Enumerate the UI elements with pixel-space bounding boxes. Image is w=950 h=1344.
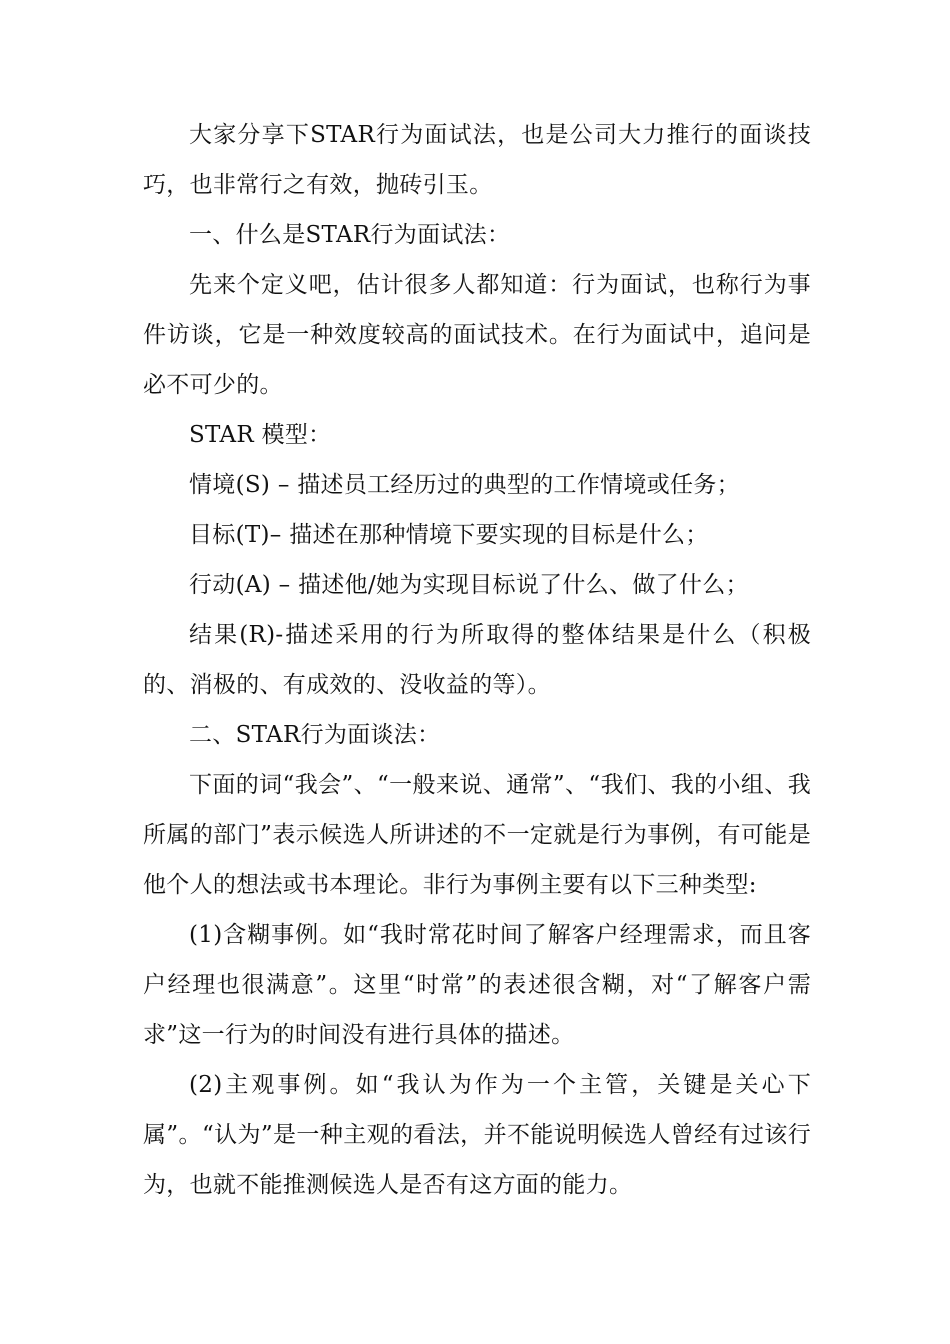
section-heading-2: 二、STAR行为面谈法： bbox=[189, 722, 441, 748]
vague-example-paragraph: (1)含糊事例。如“我时常花时间了解客户经理需求，而且客户经理也很满意”。这里“时常”的表述很含糊，对“了解客户需求”这一行为的时间没有进行具体的描述。 bbox=[143, 922, 811, 1048]
star-model-heading: STAR 模型： bbox=[189, 422, 332, 448]
star-target-item: 目标(T)– 描述在那种情境下要实现的目标是什么； bbox=[189, 522, 709, 548]
star-action-item: 行动(A) – 描述他/她为实现目标说了什么、做了什么； bbox=[189, 572, 749, 598]
definition-paragraph: 先来个定义吧，估计很多人都知道：行为面试，也称行为事件访谈，它是一种效度较高的面试技术。在行为面试中，追问是必不可少的。 bbox=[143, 272, 811, 398]
document-body bbox=[143, 110, 811, 1210]
non-behavior-intro-paragraph: 下面的词“我会”、“一般来说、通常”、“我们、我的小组、我所属的部门”表示候选人所讲述的不一定就是行为事例，有可能是他个人的想法或书本理论。非行为事例主要有以下三种类型: bbox=[143, 772, 811, 898]
star-result-item: 结果(R)-描述采用的行为所取得的整体结果是什么（积极的、消极的、有成效的、没收益的等）。 bbox=[143, 622, 811, 698]
star-situation-item: 情境(S) – 描述员工经历过的典型的工作情境或任务； bbox=[189, 472, 740, 498]
subjective-example-paragraph: (2)主观事例。如“我认为作为一个主管，关键是关心下属”。“认为”是一种主观的看法，并不能说明候选人曾经有过该行为，也就不能推测候选人是否有这方面的能力。 bbox=[143, 1072, 811, 1198]
intro-paragraph: 大家分享下STAR行为面试法，也是公司大力推行的面谈技巧，也非常行之有效，抛砖引玉。 bbox=[143, 122, 811, 198]
section-heading-1: 一、什么是STAR行为面试法： bbox=[189, 222, 511, 248]
